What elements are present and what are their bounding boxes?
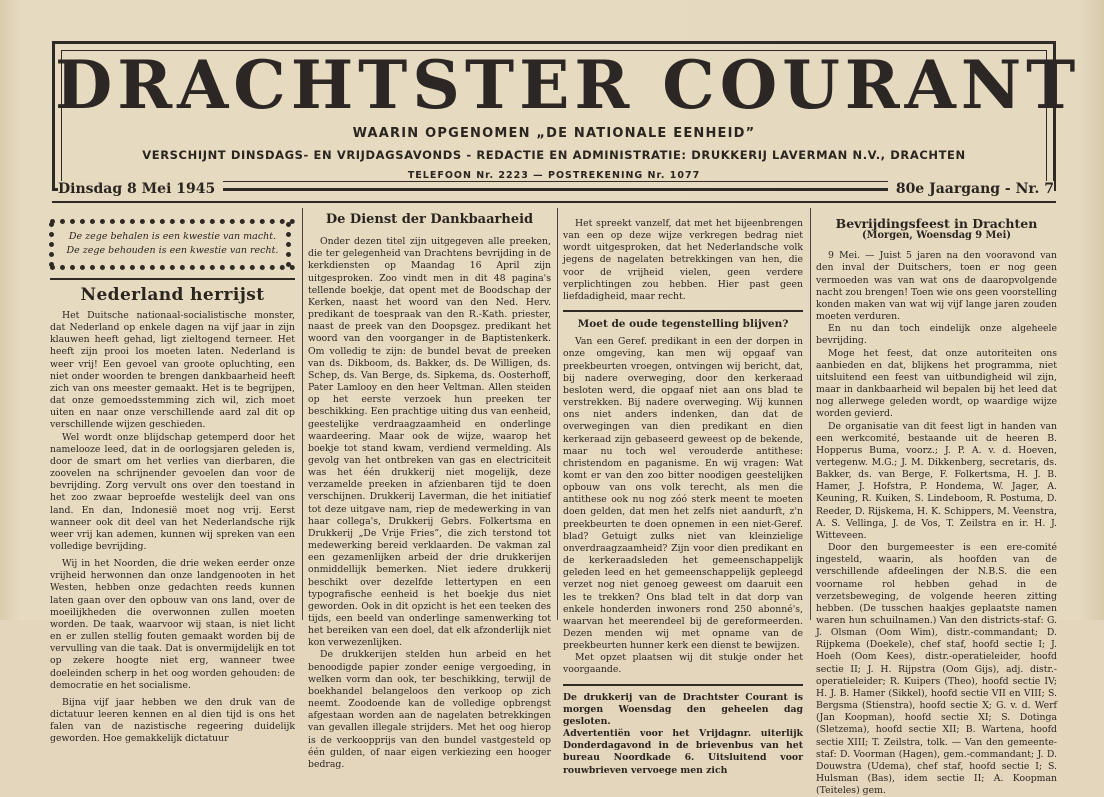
- paragraph: Moge het feest, dat onze autoriteiten ons aanbieden en dat, blijkens het programma, niet uitsluitend een feest van uitbundigheid wil zijn, maar in dankbaarheid wil bepalen bij het leed dat nog allerwege geleden wordt, op waardige wijze worden gevierd.: [816, 347, 1057, 420]
- masthead-subtitle: WAARIN OPGENOMEN „DE NATIONALE EENHEID”: [352, 126, 756, 141]
- issue-number: 80e Jaargang - Nr. 7: [888, 181, 1054, 197]
- article-nederland-herrijst: [50, 310, 295, 745]
- headline-dienst-der-dankbaarheid: De Dienst der Dankbaarheid: [325, 212, 534, 227]
- publication-info: VERSCHIJNT DINSDAGS- EN VRIJDAGSAVONDS - REDACTIE EN ADMINISTRATIE: DRUKKERIJ LAVERMAN N.V., DRACHTEN: [142, 148, 966, 162]
- masthead-frame: [52, 41, 1081, 191]
- motto-line-1: De zege behalen is een kwestie van macht.: [68, 231, 277, 242]
- paragraph: De organisatie van dit feest ligt in handen van een werkcomité, bestaande uit de heeren B. Hopperus Buma, voorz.; J. P. A. v. d. Hoeven, vertegenw. M.G.; J. M. Dikkenberg, secretaris, ds. Bakker, ds. van Berge, F. Folkertsma, H. J. B. Hamer, J. Hofstra, P. Hondema, W. Jager, A. Keuning, R. Kuiken, S. Lindeboom, R. Postuma, D. Reeder, D. Rijskema, H. K. Schippers, M. Veenstra, A. S. Vellinga, J. de Vos, T. Zeilstra en ir. H. J. Witteveen.: [816, 420, 1057, 541]
- paragraph: Wel wordt onze blijdschap getemperd door het namelooze leed, dat in de oorlogsjaren geleden is, door de smart om het verlies van dierbaren, die zoovelen na schrijnender gevoelen dan voor de bevrijding. Zorg vervult ons over den toestand in het zoo zwaar beproefde westelijk deel van ons land. En dan, Indonesië moet nog vrij. Eerst wanneer ook dit deel van het Nederlandsche rijk weer vrij kan ademen, kunnen wij spreken van een volledige bevrijding.: [50, 431, 295, 552]
- article-rule: [563, 684, 803, 686]
- notice-closed: De drukkerij van de Drachtster Courant is morgen Woensdag den geheelen dag gesloten.: [563, 691, 803, 727]
- column-divider: [302, 208, 303, 620]
- article-rule: [563, 310, 803, 312]
- paragraph: Het Duitsche nationaal-socialistische monster, dat Nederland op enkele dagen na vijf jaar in zijn klauwen heeft gehad, ligt zieltogend terneer. Het heeft zijn prooi los moeten laten. Nederland is weer vrij! Een gevoel van groote opluchting, een niet onder woorden te brengen dankbaarheid heeft zich van ons meester gemaakt. Het is te begrijpen, dat onze gemoedsstemming zich wil, zich moet uiten en naar onze verschillende aard zal dit op verschillende wijzen geschieden.: [50, 310, 295, 431]
- paragraph: Onder dezen titel zijn uitgegeven alle preeken, die ter gelegenheid van Drachtens bevrijding in de kerkdiensten op Maandag 16 April zijn uitgesproken. Zoo vindt men in dit 48 pagina's tellende boekje, dat opent met de Boodschap der Kerken, naast het woord van den Ned. Herv. predikant de toespraak van den R.-Kath. priester, naast de preek van den Doopsgez. predikant het woord van den voorganger in de Baptistenkerk. Om volledig te zijn: de bundel bevat de preeken van ds. Dikboom, ds. Bakker, ds. De Willigen, ds. Schep, ds. Van Berge, ds. Sipkema, ds. Oosterhoff, Pater Lamlooy en den heer Veltman. Allen steiden op het eerste verzoek hun preeken ter beschikking. Een prachtige uiting dus van eenheid, geestelijke verdraagzaamheid en onderlinge waardeering. Maar ook de wijze, waarop het boekje tot stand kwam, verdiend vermelding. Als gevolg van het ontbreken van gas en electriciteit was het één drukkerij niet mogelijk, deze verzamelde preeken in afzienbaren tijd te doen verschijnen. Drukkerij Laverman, die het initiatief tot deze uitgave nam, riep de medewerking in van haar collega's, Drukkerij Gebrs. Folkertsma en Drukkerij „De Vrije Fries”, die zich terstond tot medewerking bereid verklaarden. De vakman zal een gezamenlijken arbeid der drie drukkerijen onmiddellijk bemerken. Niet iedere drukkerij beschikt over dezelfde lettertypen en een typografische eenheid is het boekje dus niet geworden. Ook in dit opzicht is het een teeken des tijds, een beeld van onderlinge samenwerking tot het bereiken van een doel, dat elk afzonderlijk niet kon verwezenlijken.: [308, 236, 551, 649]
- headline-bevrijdingsfeest: Bevrijdingsfeest in Drachten: [835, 216, 1038, 231]
- paragraph: Bijna vijf jaar hebben we den druk van de dictatuur leeren kennen en al dien tijd is ons het falen van de nazistische regeering duidelijk geworden. Hoe gemakkelijk dictatuur: [50, 696, 295, 745]
- column-divider: [810, 208, 811, 620]
- contact-info: TELEFOON Nr. 2223 — POSTREKENING Nr. 1077: [407, 170, 701, 181]
- headline-nederland-herrijst: Nederland herrijst: [80, 285, 265, 305]
- article-bevrijdingsfeest: [816, 218, 1057, 797]
- motto-line-2: De zege behouden is een kwestie van recht.: [66, 245, 279, 256]
- column-rule: [50, 278, 295, 280]
- paragraph: Het spreekt vanzelf, dat met het bijeenbrengen van een op deze wijze verkregen bedrag niet wordt uitgesproken, dat het Nederlandsche volk jegens de nagelaten betrekkingen van hen, die voor de vrijheid vielen, geen verdere verplichtingen zou hebben. Hier past geen liefdadigheid, maar recht.: [563, 218, 803, 302]
- subheadline: (Morgen, Woensdag 9 Mei): [862, 230, 1011, 242]
- paragraph: Wij in het Noorden, die drie weken eerder onze vrijheid herwonnen dan onze landgenooten in het Westen, hebben onze gedachten reeds kunnen laten gaan over den opbouw van ons land, over de moeilijkheden die overwonnen zullen moeten worden. De taak, waarvoor wij staan, is niet licht en er zullen stellig fouten gemaakt worden bij de vervulling van die taak. Dat is onvermijdelijk en tot op zekere hoogte niet erg, wanneer twee doeleinden scherp in het oog worden gehouden: de democratie en het socialisme.: [50, 558, 295, 691]
- newspaper-title: DRACHTSTER COURANT: [55, 46, 1081, 124]
- masthead-rule: [52, 201, 1056, 203]
- paragraph: Van een Geref. predikant in een der dorpen in onze omgeving, kan men wij opgaaf van preekbeurten vroegen, ontvingen wij bericht, dat, bij nadere overweging, door den kerkeraad besloten werd, die opgaaf niet aan ons blad te verstrekken. Bij nadere overweging. Wij kunnen ons niet anders indenken, dan dat de overwegingen van dien predikant en dien kerkeraad zijn gebaseerd geweest op de bekende, maar nu toch wel verouderde antithese: christendom en paganisme. En wij vragen: Wat komt er van den zoo bitter noodigen geestelijken opbouw van ons volk terecht, als men die antithese ook nu nog zóó sterk meent te moeten doen gelden, dat men het zelfs niet aandurft, z'n preekbeurten te doen opnemen in een niet-Geref. blad? Getuigt zulks niet van kleinzielige onverdraagzaamheid? Zijn voor dien predikant en de kerkeraadsleden het gemeenschappelijk geleden leed en het gemeenschappelijk gepleegd verzet nog niet genoeg geweest om daaruit een les te trekken? Ons blad telt in dat dorp van enkele honderden inwoners rond 250 abonné's, waarvan het meerendeel bij de gereformeerden. Dezen menden wij met opname van de preekbeurten hunner kerk een dienst te bewijzen.: [563, 336, 803, 652]
- issue-date: Dinsdag 8 Mei 1945: [58, 181, 223, 197]
- paragraph: Met opzet plaatsen wij dit stukje onder het voorgaande.: [563, 652, 803, 676]
- headline-oude-tegenstelling: Moet de oude tegenstelling blijven?: [577, 318, 789, 331]
- notice-advertisements: Advertentiën voor het Vrijdagnr. uiterlijk Donderdagavond in de brievenbus van het bureau Noordkade 6. Uitsluitend voor rouwbrieven vervoege men zich: [563, 728, 803, 776]
- column-3: [563, 218, 803, 777]
- paragraph: De drukkerijen stelden hun arbeid en het benoodigde papier zonder eenige vergoeding, in welken vorm dan ook, ter beschikking, terwijl de boekhandel belangeloos den verkoop op zich neemt. Zoodoende kan de volledige opbrengst afgestaan worden aan de nagelaten betrekkingen van gevallen illegale strijders. Met het oog hierop is de verkoopprijs van den bundel vastgesteld op één gulden, of naar eigen verkiezing een hooger bedrag.: [308, 649, 551, 770]
- column-divider: [557, 208, 558, 620]
- paragraph: En nu dan toch eindelijk onze algeheele bevrijding.: [816, 323, 1057, 347]
- paragraph: Door den burgemeester is een ere-comité ingesteld, waarin, als hoofden van de verschillende afdeelingen der N.B.S. die een voorname rol hebben gehad in de verzetsbeweging, de volgende heeren zitting hebben. (De tusschen haakjes geplaatste namen waren hun schuilnamen.) Van den districts-staf: G. J. Olsman (Oom Wim), distr.-commandant; D. Rijpkema (Doekele), chef staf, hoofd sectie I; J. Hoeh (Oom Kees), distr.-operatieleider, hoofd sectie II; J. H. Rijpstra (Oom Gijs), adj. distr.-operatieleider; R. Kuipers (Theo), hoofd sectie IV; H. J. B. Hamer (Sikkel), hoofd sectie VII en VIII; S. Bergsma (Stienstra), hoofd sectie X; G. v. d. Werf (Jan Koopman), hoofd sectie XI; S. Dotinga (Sletzema), hoofd sectie XII; B. Wartena, hoofd sectie XIII; T. Zeilstra, tolk. — Van den gemeente-staf: D. Voorman (Hagen), gem.-commandant; J. D. Douwstra (Udema), chef staf, hoofd sectie I; S. Hulsman (Bas), idem sectie II; A. Koopman (Teiteles) gem.: [816, 542, 1057, 797]
- paragraph: 9 Mei. — Juist 5 jaren na den vooravond van den inval der Duitschers, toen er nog geen vermoeden was van wat ons de daaropvolgende nacht zou brengen! Toen wie ons geen voorstelling konden maken van wat wij vijf lange jaren zouden moeten verduren.: [816, 250, 1057, 323]
- motto-box: [50, 219, 295, 270]
- article-dienst-der-dankbaarheid: [308, 214, 551, 771]
